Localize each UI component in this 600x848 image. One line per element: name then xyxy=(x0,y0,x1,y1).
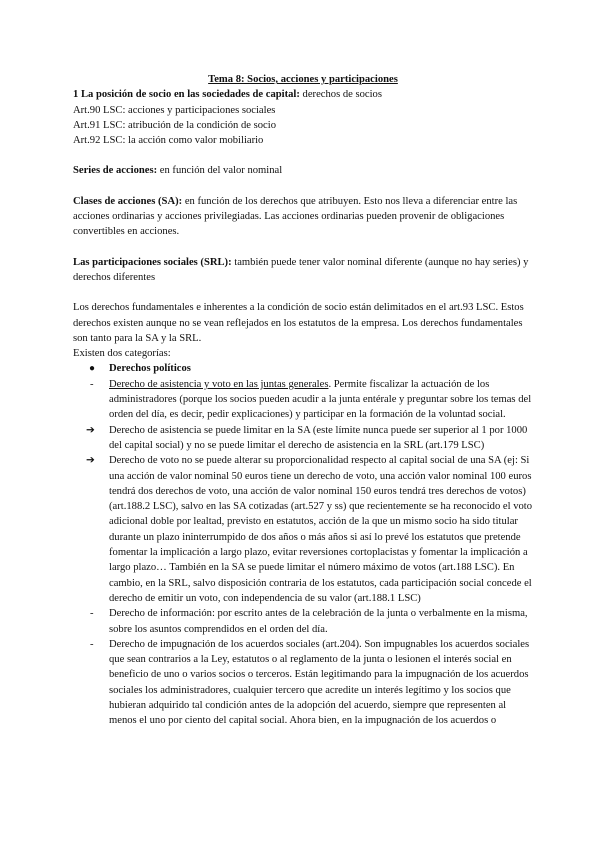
informacion-text: Derecho de información: por escrito antes de la celebración de la junta o verbalmente en la misma, sobre los asuntos comprendidos en el orden del día. xyxy=(109,608,528,635)
clases-paragraph xyxy=(73,194,533,240)
arrow-icon: ➔ xyxy=(86,424,95,436)
series-text: en función del valor nominal xyxy=(157,165,283,177)
asistencia-text: . Permite fiscalizar la actuación de los administradores (porque los socios pueden acudir a la junta entérale y preguntar sobre los temas del orden del día, es decir, pedir explicaciones) y participar en la formación de la voluntad social. xyxy=(109,378,532,421)
list-item-impugnacion xyxy=(73,637,533,729)
dash-icon: - xyxy=(90,378,94,390)
spacer xyxy=(73,240,533,255)
series-paragraph xyxy=(73,163,533,178)
document-body xyxy=(73,72,533,729)
section1-heading-bold: 1 La posición de socio en las sociedades de capital: xyxy=(73,89,300,101)
arrow-icon: ➔ xyxy=(86,455,95,467)
derechos-list xyxy=(73,361,533,728)
clases-text: en función de los derechos que atribuyen. Esto nos lleva a diferenciar entre las acciones ordinarias y acciones privilegiadas. Las acciones ordinarias pueden provenir de obligaciones convertibles en acciones. xyxy=(73,195,518,238)
section1-heading-rest: derechos de socios xyxy=(299,89,382,101)
impugnacion-text: Derecho de impugnación de los acuerdos sociales (art.204). Son impugnables los acuerdos sociales que sean contrarios a la Ley, estatutos o al reglamento de la junta o lesionen el interés social en beneficio de uno o varios socios o terceros. Están legitimando para la impugnación de los acuerdos sociales los administradores, cualquier tercero que acredite un interés legítimo y los socios que hubieran adquirido tal condición antes de la adopción del acuerdo, siempre que representen al menos el uno por ciento del capital social. Ahora bien, en la impugnación de los acuerdos o xyxy=(109,638,530,727)
politicos-label: Derechos políticos xyxy=(109,363,191,375)
arrow1-text: Derecho de asistencia se puede limitar en la SA (este límite nunca puede ser superior al 1 por 1000 del capital social) y no se puede limitar el derecho de asistencia en la SRL (art.179 LSC) xyxy=(109,424,528,451)
participaciones-text: también puede tener valor nominal diferente (aunque no hay series) y derechos diferentes xyxy=(73,256,529,283)
arrow2-text: Derecho de voto no se puede alterar su proporcionalidad respecto al capital social de una SA (ej: Si una acción de valor nominal 50 euros tiene un derecho de voto, una acción valor nominal 100 euros tendrá dos derechos de voto, una acción de valor nominal 150 euros tendrá tres derechos de votos) (art.188.2 LSC), salvo en las SA cotizadas (art.527 y ss) que recientemente se ha reconocido el voto adicional doble por lealtad, previsto en estatutos, acción de la que un mismo socio ha sido titular durante un plazo ininterrumpido de dos años o más años si así lo prevé los estatutos que pretende fomentar la implicación a largo plazo, evitar reversiones cortoplacistas y fomentar la implicación a largo plazo… También en la SA se puede limitar el número máximo de votos (art.188 LSC). En cambio, en la SRL, salvo disposición contraria de los estatutos, cada participación social concede el derecho de emitir un voto, con independencia de su valor (art.188.1 LSC) xyxy=(109,455,533,604)
spacer xyxy=(73,285,533,300)
dash-icon: - xyxy=(90,638,94,650)
series-label: Series de acciones: xyxy=(73,165,158,177)
spacer xyxy=(73,179,533,194)
participaciones-label: Las participaciones sociales (SRL): xyxy=(73,256,232,268)
derechos-intro: Los derechos fundamentales e inherentes a la condición de socio están delimitados en el art.93 LSC. Estos derechos existen aunque no se vean reflejados en los estatutos de la empresa. Los derechos fundamentales son tanto para la SA y la SRL. xyxy=(73,302,524,344)
section1-heading xyxy=(73,87,533,102)
page-title: Tema 8: Socios, acciones y participaciones xyxy=(208,74,398,85)
dash-icon: - xyxy=(90,608,94,620)
categorias-intro: Existen dos categorías: xyxy=(73,348,171,360)
list-item-politicos xyxy=(73,361,533,376)
list-item-arrow-asistencia xyxy=(73,423,533,454)
list-item-informacion xyxy=(73,606,533,637)
spacer xyxy=(73,148,533,163)
bullet-icon: ● xyxy=(89,363,96,375)
clases-label: Clases de acciones (SA): xyxy=(73,195,183,207)
section1-line: Art.90 LSC: acciones y participaciones sociales xyxy=(73,104,276,116)
list-item-arrow-voto xyxy=(73,453,533,606)
section1-line: Art.91 LSC: atribución de la condición de socio xyxy=(73,119,277,131)
asistencia-underlined: Derecho de asistencia y voto en las juntas generales xyxy=(109,378,329,390)
participaciones-paragraph xyxy=(73,255,533,286)
section1-line: Art.92 LSC: la acción como valor mobiliario xyxy=(73,135,264,147)
list-item-asistencia xyxy=(73,377,533,423)
